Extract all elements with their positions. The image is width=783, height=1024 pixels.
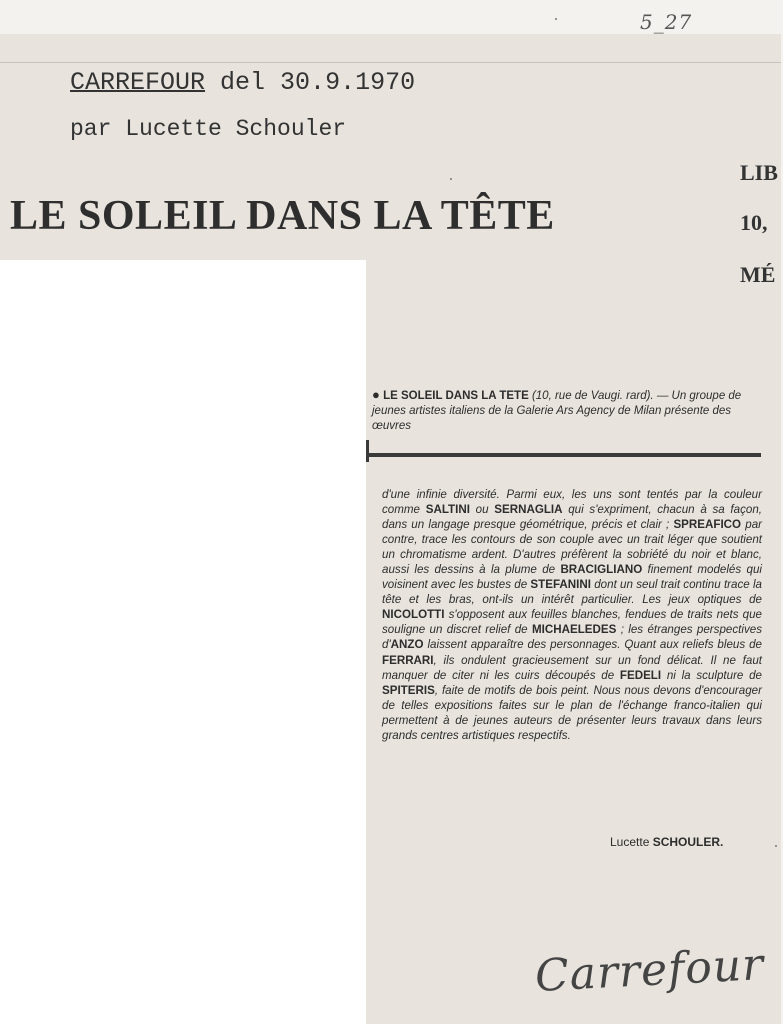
blank-area [0,260,366,1024]
article-body [382,487,762,743]
body-text-run: , faite de motifs de bois peint. Nous nous devons d'encourager de telles expositions faites sur le plan de l'échange franco-italien qui permettent à de jeunes auteurs de présenter leurs travaux dans leurs grands centres artistiques respectifs. [382,683,762,742]
artist-name: ANZO [390,638,424,652]
intro-rest: (10, rue de Vaugi. rard). — Un groupe de jeunes artistes italiens de la Galerie Ars Agency de Milan présente des œuvres [372,390,742,432]
handwritten-note: Carrefour [533,939,766,1002]
artist-name: SPREAFICO [673,518,742,532]
artist-name: MICHAELEDES [531,623,617,637]
divider-rule [366,453,761,457]
author-line: par Lucette Schouler [70,116,347,142]
source-name: CARREFOUR [70,68,206,97]
body-text-run: ou [469,503,495,517]
edge-fragment: 10, [740,210,768,235]
artist-name: FEDELI [619,668,662,682]
body-text-run: par contre, trace les contours de son couple avec un trait léger que soutient un chromatisme ardent. D'autres préfèrent la sobriété du noir et blanc, aussi les dessins à la plume de [382,518,762,577]
bullet-icon: ● [372,387,380,402]
speck [775,845,777,847]
artist-name: NICOLOTTI [382,608,445,622]
headline: LE SOLEIL DANS LA TÊTE [10,193,555,239]
body-text-run: d'une infinie diversité. Parmi eux, les uns sont tentés par la couleur comme [382,488,762,517]
artist-name: STEFANINI [530,578,591,592]
intro-lead: LE SOLEIL DANS LA TETE [383,390,529,402]
body-text-run: laissent apparaître des personnages. Quant aux reliefs bleus de [423,638,762,652]
fold-line [0,62,781,63]
cut-mark [366,440,369,462]
edge-fragment: MÉ [740,262,776,287]
signature [610,835,723,849]
speck [555,18,557,20]
artist-name: SPITERIS [382,683,435,697]
artist-name: SALTINI [425,503,470,517]
source-line [70,68,415,97]
speck [450,178,452,180]
body-text-run: qui s'expriment, chacun à sa façon, dans un langage presque géométrique, précis et clair ; [382,503,762,532]
archive-annotation: 5_27 [640,10,693,34]
artist-name: FERRARI [382,653,434,667]
edge-fragment: LIB [740,160,778,185]
source-date: del 30.9.1970 [220,68,416,97]
signature-last: SCHOULER. [652,835,724,849]
body-text-run: ni la sculpture de [661,668,763,682]
body-text-run: s'opposent aux feuilles blanches, fendues de traits nets que souligne un discret relief de [382,608,762,637]
signature-first: Lucette [610,835,650,849]
artist-name: BRACIGLIANO [560,563,643,577]
body-text-run: finement modelés qui voisinent avec les bustes de [382,563,762,592]
body-text-run: dont un seul trait continu trace la tête et les bras, ont-ils un intérêt particulier. Les jeux optiques de [382,578,762,607]
artist-name: SERNAGLIA [494,503,563,517]
body-text-run: ; les étranges perspectives d' [382,623,762,652]
article-intro [372,387,752,434]
body-text-run: , ils ondulent gracieusement sur un fond délicat. Il ne faut manquer de citer ni les cuirs découpés de [382,653,762,682]
